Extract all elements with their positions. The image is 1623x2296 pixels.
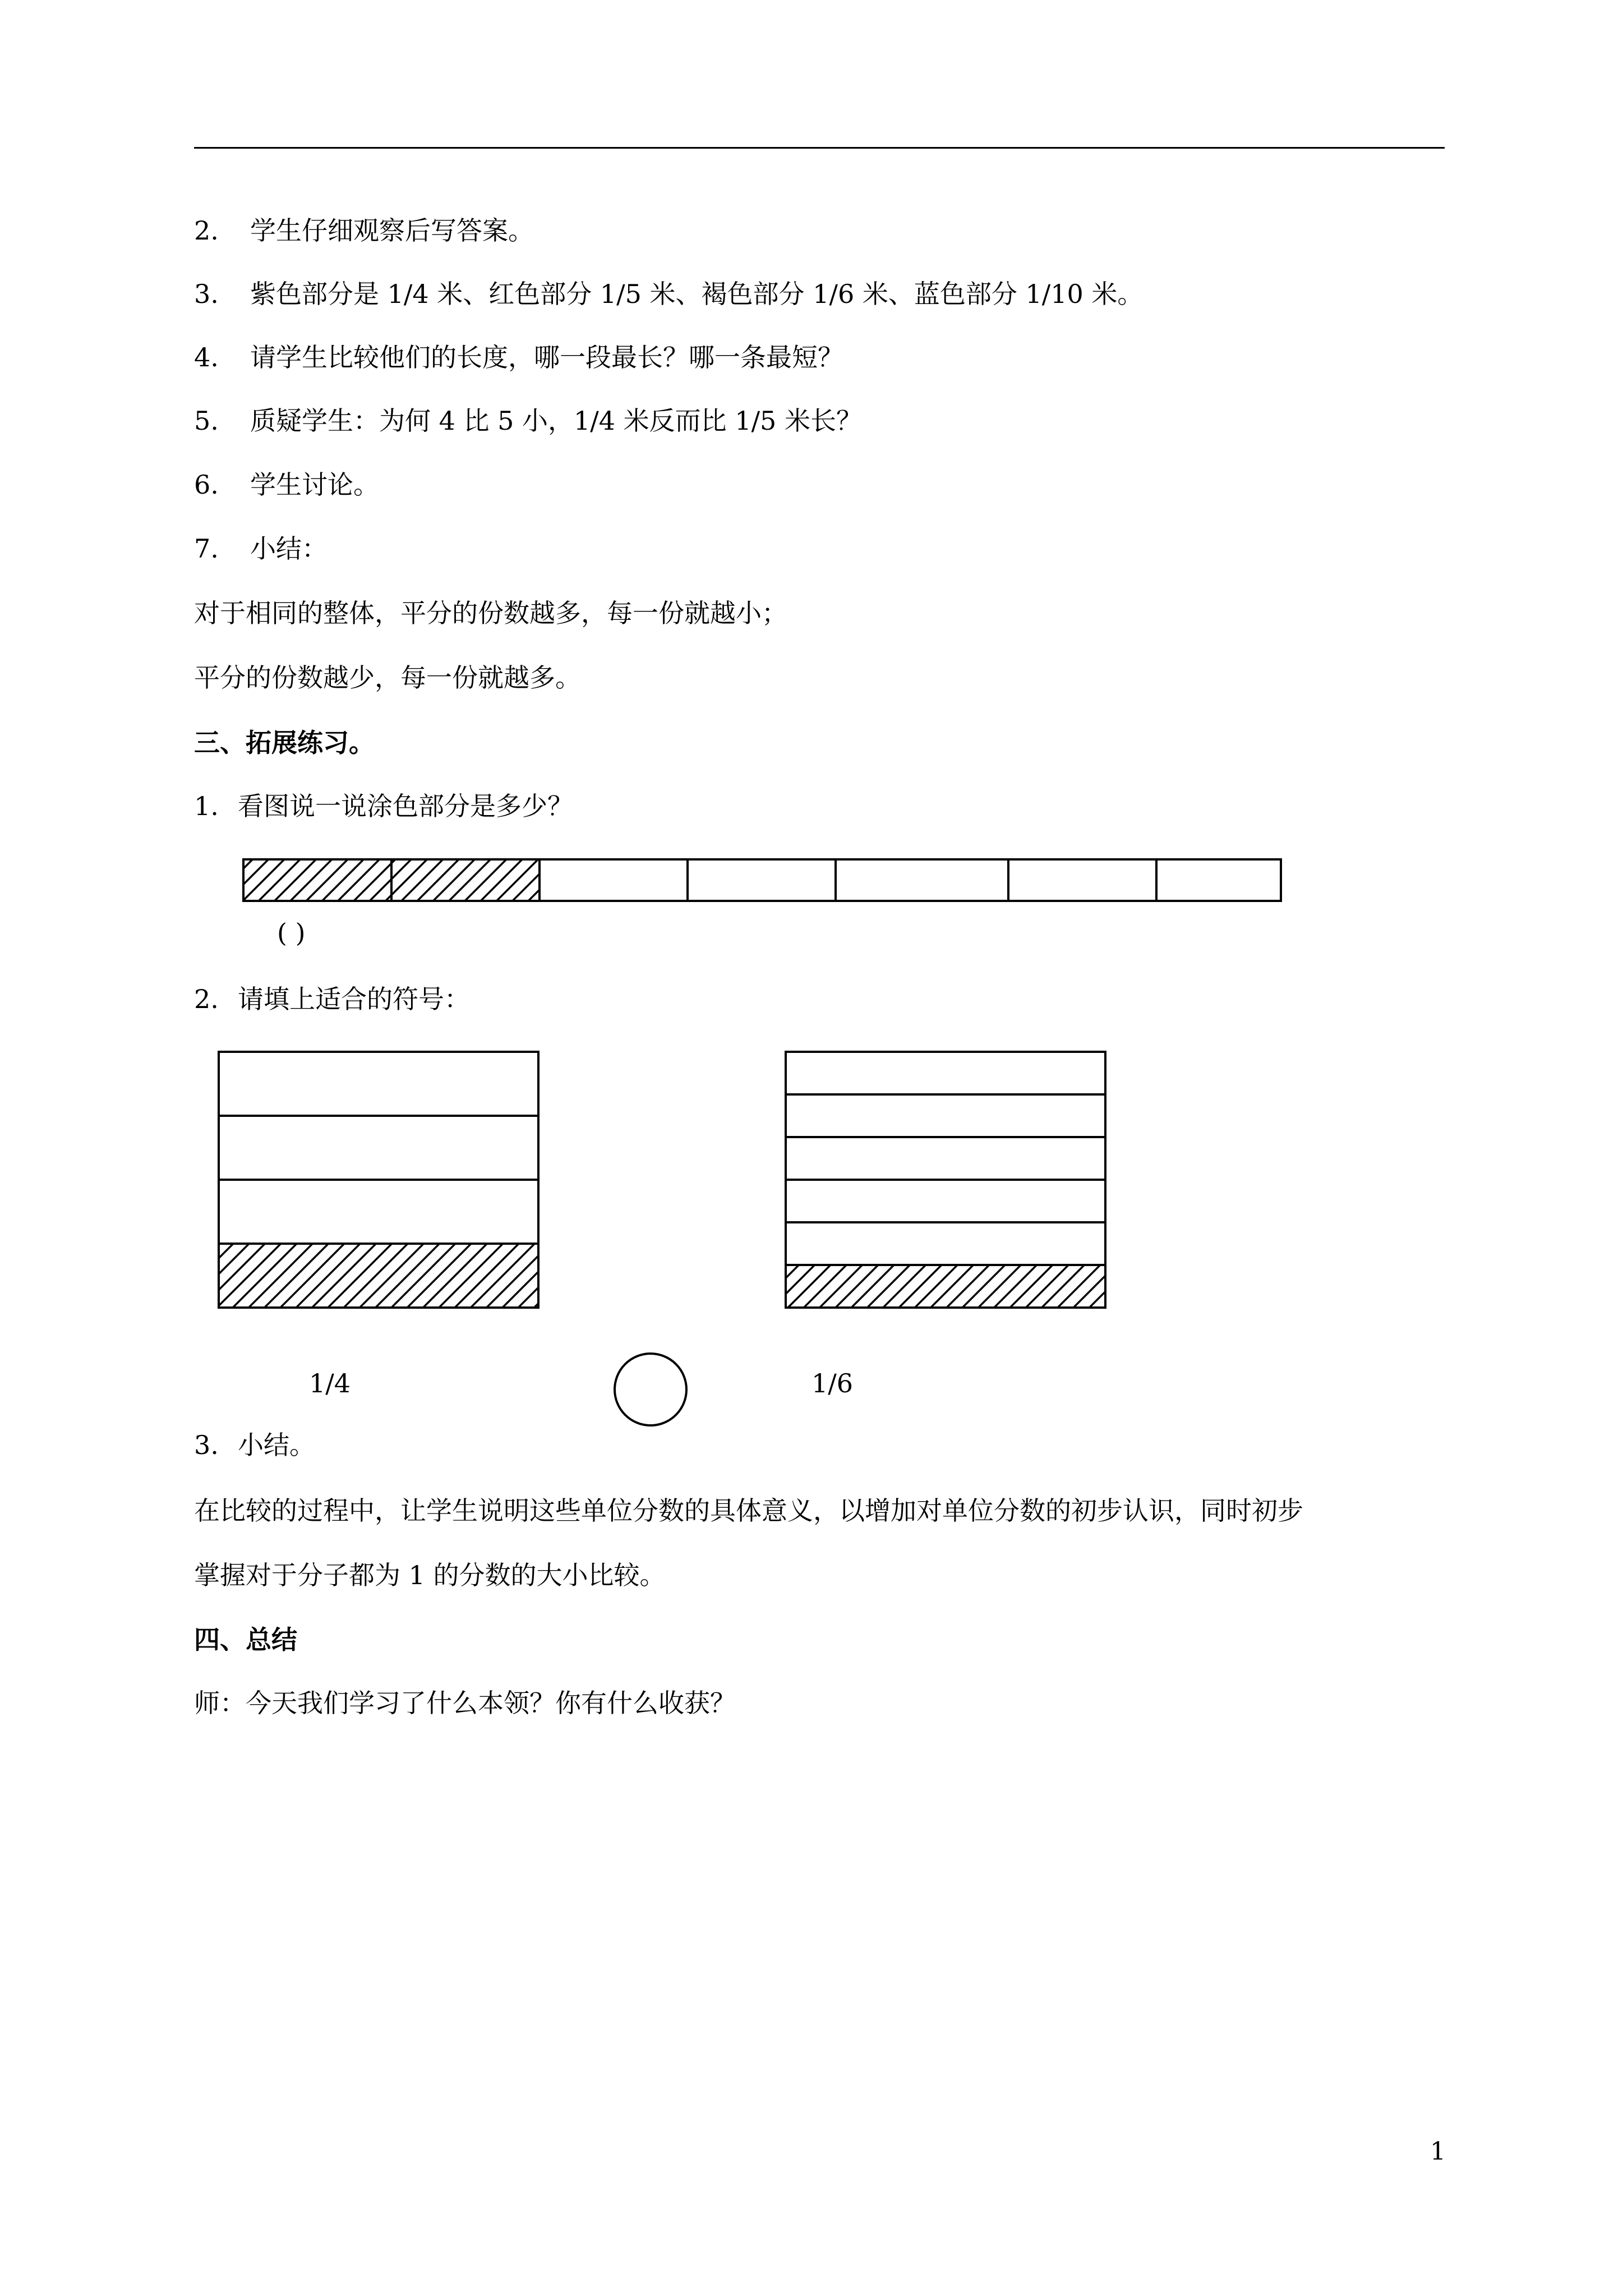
question-3 (194, 1429, 315, 1461)
question-number: 2. (194, 984, 219, 1014)
step-number: 5. (194, 406, 219, 436)
left-box-row (219, 1180, 538, 1244)
step-number: 7. (194, 533, 219, 564)
paragraph-line-1: 在比较的过程中，让学生说明这些单位分数的具体意义，以增加对单位分数的初步认识，同时初步 (194, 1496, 1303, 1526)
section-4-text: 师：今天我们学习了什么本领？你有什么收获？ (194, 1688, 736, 1718)
left-box-shaded-row (219, 1244, 538, 1308)
summary-line-1: 对于相同的整体，平分的份数越多，每一份就越小； (194, 598, 787, 628)
step-text: 请学生比较他们的长度，哪一段最长？哪一条最短？ (250, 342, 843, 372)
step-number: 6. (194, 470, 219, 500)
question-number: 1. (194, 791, 219, 821)
strip-shaded-1 (243, 859, 391, 901)
question-text: 小结。 (238, 1430, 315, 1460)
right-box-figure (786, 1052, 1105, 1308)
strip-cell (1156, 859, 1281, 901)
step-number: 4. (194, 342, 219, 372)
question-2 (194, 983, 470, 1015)
page-number: 1 (1430, 2137, 1446, 2166)
question-number: 3. (194, 1430, 219, 1460)
step-text: 质疑学生：为何 4 比 5 小，1/4 米反而比 1/5 米长？ (250, 406, 862, 436)
left-box-row (219, 1116, 538, 1180)
step-number: 3. (194, 279, 219, 309)
comparison-circle-blank[interactable] (615, 1354, 686, 1425)
question-text: 请填上适合的符号： (238, 984, 470, 1014)
fraction-label-right: 1/6 (811, 1368, 854, 1398)
right-box-shaded-row (786, 1265, 1105, 1308)
step-number: 2. (194, 215, 219, 246)
right-box-row (786, 1137, 1105, 1180)
strip-cell (688, 859, 836, 901)
summary-line-2: 平分的份数越少，每一份就越多。 (194, 662, 581, 693)
strip-figure (243, 859, 1281, 901)
step-text: 学生仔细观察后写答案。 (250, 215, 534, 246)
strip-shaded-2 (391, 859, 540, 901)
right-box-row (786, 1052, 1105, 1094)
step-text: 紫色部分是 1/4 米、红色部分 1/5 米、褐色部分 1/6 米、蓝色部分 1/10 米。 (250, 279, 1144, 309)
strip-cell (1008, 859, 1156, 901)
left-box-row (219, 1052, 538, 1116)
fraction-label-left: 1/4 (309, 1368, 351, 1398)
strip-cell (540, 859, 688, 901)
step-text: 小结： (250, 533, 328, 564)
right-box-row (786, 1180, 1105, 1222)
question-text: 看图说一说涂色部分是多少？ (238, 791, 573, 821)
paragraph-line-2: 掌握对于分子都为 1 的分数的大小比较。 (194, 1560, 666, 1590)
step-text: 学生讨论。 (250, 470, 379, 500)
right-box-row (786, 1222, 1105, 1265)
strip-cell (836, 859, 1008, 901)
right-box-row (786, 1094, 1105, 1137)
section-4-heading: 四、总结 (194, 1625, 297, 1655)
answer-blank[interactable]: ( ) (277, 918, 306, 948)
left-box-figure (219, 1052, 538, 1308)
section-3-heading: 三、拓展练习。 (194, 728, 375, 758)
